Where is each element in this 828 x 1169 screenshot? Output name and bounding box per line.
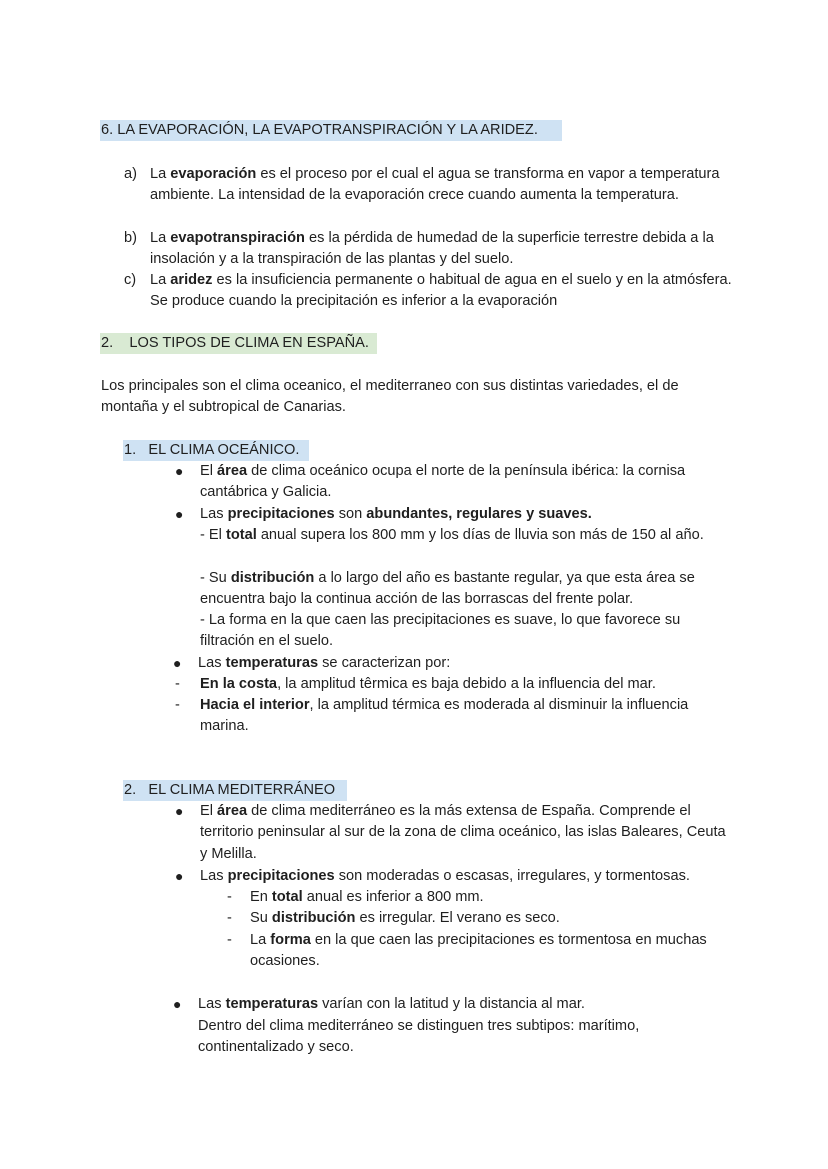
list-item-aridity: La aridez es la insuficiencia permanente o habitual de agua en el suelo y en la atmósfera. Se produce cuando la precipitación es inferior a la evaporación	[150, 272, 732, 310]
bullet-icon: ●	[173, 996, 182, 1012]
mediterranean-temperatures: Las temperaturas varían con la latitud y la distancia al mar.	[198, 996, 585, 1012]
intro-paragraph: Los principales son el clima oceanico, el mediterraneo con sus distintas variedades, el de montaña y el subtropical de Canarias.	[101, 378, 679, 416]
mediterranean-distribution: Su distribución es irregular. El verano es seco.	[250, 910, 560, 926]
mediterranean-subtypes: Dentro del clima mediterráneo se distinguen tres subtipos: marítimo, continentalizado y seco.	[198, 1018, 640, 1056]
mediterranean-area: El área de clima mediterráneo es la más extensa de España. Comprende el territorio peninsular al sur de la zona de clima oceánico, las islas Baleares, Ceuta y Melilla.	[200, 803, 726, 862]
heading-mediterranean: 2. EL CLIMA MEDITERRÁNEO	[124, 782, 336, 798]
list-item-evapotranspiration: La evapotranspiración es la pérdida de humedad de la superficie terrestre debida a la insolación y a la transpiración de las plantas y del suelo.	[150, 230, 714, 268]
dash-marker: -	[227, 889, 232, 905]
dash-marker: -	[227, 932, 232, 948]
list-item-evaporation: La evaporación es el proceso por el cual el agua se transforma en vapor a temperatura ambiente. La intensidad de la evaporación crece cuando aumenta la temperatura.	[150, 166, 720, 204]
oceanic-form: - La forma en la que caen las precipitaciones es suave, lo que favorece su filtración en el suelo.	[200, 612, 681, 650]
list-marker: a)	[124, 166, 137, 182]
oceanic-total: - El total anual supera los 800 mm y los días de lluvia son más de 150 al año.	[200, 527, 704, 543]
heading-climate-types: 2. LOS TIPOS DE CLIMA EN ESPAÑA.	[101, 335, 369, 351]
bullet-icon: ●	[175, 868, 184, 884]
bullet-icon: ●	[173, 655, 182, 671]
heading-evaporation: 6. LA EVAPORACIÓN, LA EVAPOTRANSPIRACIÓN Y LA ARIDEZ.	[101, 122, 538, 138]
oceanic-interior: Hacia el interior, la amplitud térmica es moderada al disminuir la influencia marina.	[200, 697, 689, 735]
mediterranean-form: La forma en la que caen las precipitaciones es tormentosa en muchas ocasiones.	[250, 932, 707, 970]
oceanic-coast: En la costa, la amplitud têrmica es baja debido a la influencia del mar.	[200, 676, 656, 692]
mediterranean-total: En total anual es inferior a 800 mm.	[250, 889, 484, 905]
heading-oceanic: 1. EL CLIMA OCEÁNICO.	[124, 442, 300, 458]
list-marker: c)	[124, 272, 137, 288]
list-marker: b)	[124, 230, 137, 246]
oceanic-precipitation: Las precipitaciones son abundantes, regulares y suaves.	[200, 506, 592, 522]
oceanic-area: El área de clima oceánico ocupa el norte de la península ibérica: la cornisa cantábrica y Galicia.	[200, 463, 686, 501]
dash-marker: -	[227, 910, 232, 926]
dash-marker: -	[175, 676, 180, 692]
dash-marker: -	[175, 697, 180, 713]
bullet-icon: ●	[175, 506, 184, 522]
oceanic-distribution: - Su distribución a lo largo del año es bastante regular, ya que esta área se encuentra bajo la continua acción de las borrascas del frente polar.	[200, 570, 695, 608]
bullet-icon: ●	[175, 803, 184, 819]
oceanic-temperatures: Las temperaturas se caracterizan por:	[198, 655, 451, 671]
bullet-icon: ●	[175, 463, 184, 479]
mediterranean-precipitation: Las precipitaciones son moderadas o escasas, irregulares, y tormentosas.	[200, 868, 690, 884]
